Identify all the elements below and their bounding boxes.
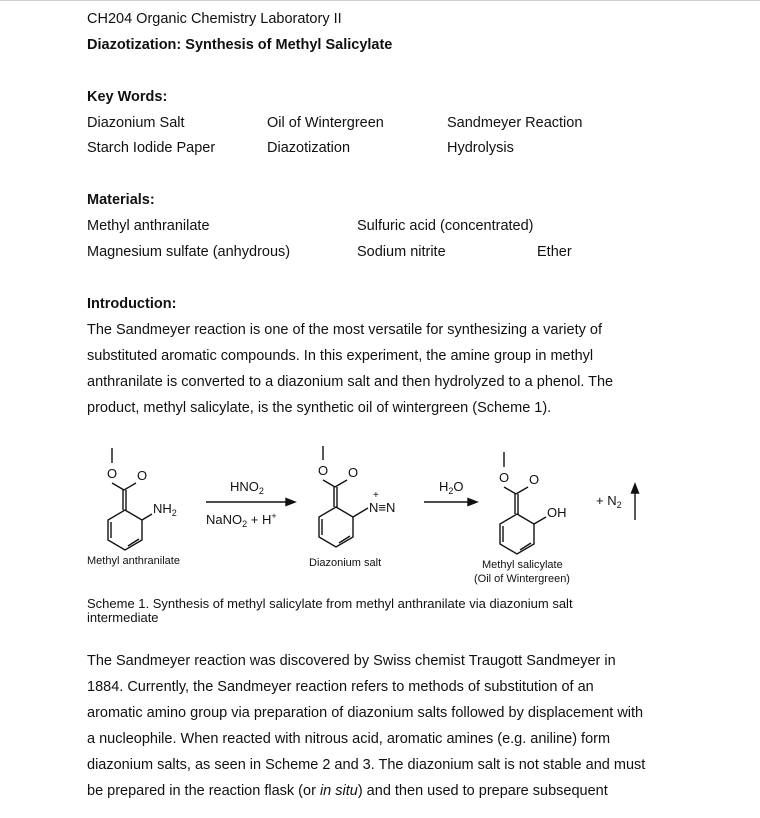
reagent-nitric-acid: $HNO_2$ [230, 479, 264, 496]
course-title: CH204 Organic Chemistry Laboratory II [87, 11, 342, 27]
reagent-sodium-nitrite: NaNO$_2$ + H+ [206, 511, 277, 529]
material-item: Ether [537, 244, 572, 260]
ester-oxygen-label: O [318, 463, 329, 478]
keywords-heading: Key Words: [87, 89, 168, 105]
text-run: be prepared in the reaction flask (or [87, 783, 320, 799]
paragraph-line [87, 778, 687, 804]
paragraph-line: 1884. Currently, the Sandmeyer reaction refers to methods of substitution of an [87, 679, 594, 695]
keyword-item: Diazotization [267, 140, 351, 156]
paragraph-line: The Sandmeyer reaction was discovered by Swiss chemist Traugott Sandmeyer in [87, 653, 616, 669]
paragraph-line: The Sandmeyer reaction is one of the most versatile for synthesizing a variety of [87, 322, 602, 338]
reaction-scheme [0, 440, 760, 600]
keyword-item: Hydrolysis [447, 140, 514, 156]
paragraph-line: substituted aromatic compounds. In this experiment, the amine group in methyl [87, 348, 594, 364]
diazonium-group-label: N≡N [369, 500, 396, 515]
paragraph-line: aromatic amino group via preparation of diazonium salts followed by displacement with [87, 705, 644, 721]
carbonyl-oxygen-label: O [529, 472, 540, 487]
italic-term: in situ [319, 783, 358, 799]
caption-line: Scheme 1. Synthesis of methyl salicylate from methyl anthranilate via diazonium salt [87, 596, 573, 611]
introduction-paragraph [87, 317, 687, 421]
reagent-water: $H_2O$ [439, 479, 464, 496]
ester-oxygen-label: O [107, 466, 118, 481]
ester-oxygen-label: O [499, 470, 510, 485]
diazonium-salt-structure [318, 446, 395, 547]
gas-evolution-arrow-icon [632, 484, 639, 520]
paragraph-line: product, methyl salicylate, is the synthetic oil of wintergreen (Scheme 1). [87, 400, 552, 416]
label-diazonium-salt: Diazonium salt [309, 557, 382, 569]
keyword-item: Sandmeyer Reaction [447, 115, 583, 131]
label-methyl-salicylate: Methyl salicylate [482, 559, 563, 571]
paragraph-line: anthranilate is converted to a diazonium salt and then hydrolyzed to a phenol. The [87, 374, 614, 390]
methyl-anthranilate-structure [107, 448, 177, 550]
carbonyl-oxygen-label: O [348, 465, 359, 480]
diazonium-charge: + [373, 490, 379, 501]
materials-heading: Materials: [87, 192, 155, 208]
document-title: Diazotization: Synthesis of Methyl Salicylate [87, 37, 393, 53]
introduction-heading: Introduction: [87, 296, 177, 312]
keyword-item: Diazonium Salt [87, 115, 185, 131]
keyword-item: Starch Iodide Paper [87, 140, 216, 156]
hydroxyl-label: OH [547, 505, 567, 520]
material-item: Sodium nitrite [357, 244, 446, 260]
reaction-arrow-1 [206, 499, 295, 506]
caption-line: intermediate [87, 610, 159, 625]
body-paragraph [87, 648, 687, 804]
scheme-caption [87, 597, 647, 625]
keyword-item: Oil of Wintergreen [267, 115, 384, 131]
material-item: Methyl anthranilate [87, 218, 210, 234]
label-methyl-anthranilate: Methyl anthranilate [87, 555, 180, 567]
methyl-salicylate-structure [499, 452, 567, 554]
material-item: Sulfuric acid (concentrated) [357, 218, 534, 234]
nitrogen-byproduct: + $N_2$ [596, 493, 622, 510]
carbonyl-oxygen-label: O [137, 468, 148, 483]
label-oil-of-wintergreen: (Oil of Wintergreen) [474, 573, 570, 585]
text-run: ) and then used to prepare subsequent [357, 783, 608, 799]
page-top-border [0, 0, 760, 1]
amine-label: $NH_2$ [153, 501, 177, 518]
material-item: Magnesium sulfate (anhydrous) [87, 244, 291, 260]
paragraph-line: diazonium salts, as seen in Scheme 2 and 3. The diazonium salt is not stable and must [87, 757, 646, 773]
paragraph-line: a nucleophile. When reacted with nitrous acid, aromatic amines (e.g. aniline) form [87, 731, 611, 747]
reaction-arrow-2 [424, 499, 477, 506]
